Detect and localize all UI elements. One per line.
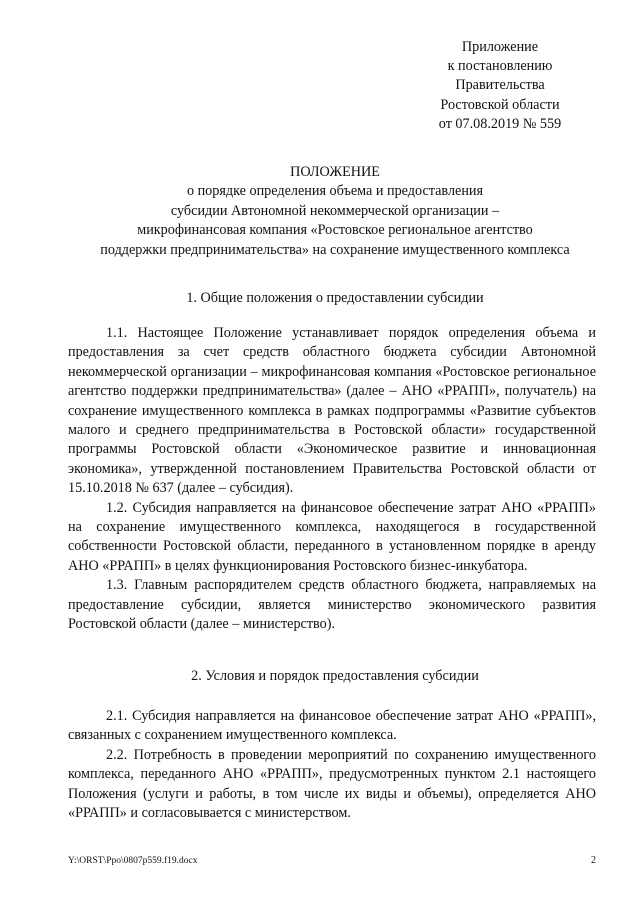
section-2-body bbox=[68, 707, 596, 823]
document-title bbox=[40, 163, 630, 260]
title-line: о порядке определения объема и предоставления bbox=[186, 183, 484, 200]
appendix-line: Приложение bbox=[461, 39, 539, 55]
page-number: 2 bbox=[591, 855, 596, 866]
appendix-line: к постановлению bbox=[447, 58, 553, 75]
appendix-line: Правительства bbox=[455, 77, 545, 94]
paragraph-1-2: 1.2. Субсидия направляется на финансовое обеспечение затрат АНО «РРАПП» на сохранение имущественного комплекса, находящегося в государственной собственности Ростовской области, переданного в установленном порядке в аренду АНО «РРАПП» в целях функционирования Ростовского бизнес-инкубатора. bbox=[68, 499, 596, 574]
appendix-block bbox=[420, 38, 580, 134]
title-line: поддержки предпринимательства» на сохранение имущественного комплекса bbox=[100, 241, 570, 258]
appendix-line: от 07.08.2019 № 559 bbox=[438, 115, 562, 132]
section-2-heading: 2. Условия и порядок предоставления субсидии bbox=[191, 668, 479, 684]
paragraph-2-1: 2.1. Субсидия направляется на финансовое обеспечение затрат АНО «РРАПП», связанных с сохранением имущественного комплекса. bbox=[68, 708, 596, 744]
paragraph-1-3: 1.3. Главным распорядителем средств областного бюджета, направляемых на предоставление субсидии, является министерство экономического развития Ростовской области (далее – министерство). bbox=[68, 577, 596, 633]
footer-file-path: Y:\ORST\Ppo\0807p559.f19.docx bbox=[68, 856, 198, 866]
section-1-body bbox=[68, 324, 596, 635]
paragraph-1-1: 1.1. Настоящее Положение устанавливает порядок определения объема и предоставления за счет средств областного бюджета субсидии Автономной некоммерческой организации – микрофинансовая компания «Ростовское региональное агентство поддержки предпринимательства» (далее – АНО «РРАПП», получатель) на сохранение имущественного комплекса в рамках подпрограммы «Развитие субъектов малого и среднего предпринимательства в Ростовской области» государственной программы Ростовской области «Экономическое развитие и инновационная экономика», утвержденной постановлением Правительства Ростовской области от 15.10.2018 № 637 (далее – субсидия). bbox=[68, 325, 596, 497]
title-heading: ПОЛОЖЕНИЕ bbox=[290, 164, 380, 180]
appendix-line: Ростовской области bbox=[440, 96, 560, 113]
paragraph-2-2: 2.2. Потребность в проведении мероприятий по сохранению имущественного комплекса, переданного АНО «РРАПП», предусмотренных пунктом 2.1 настоящего Положения (услуги и работы, в том числе их виды и объемы), определяется АНО «РРАПП» и согласовывается с министерством. bbox=[68, 746, 596, 822]
title-line: субсидии Автономной некоммерческой организации – bbox=[170, 202, 500, 219]
title-line: микрофинансовая компания «Ростовское региональное агентство bbox=[137, 222, 533, 239]
section-1-heading: 1. Общие положения о предоставлении субсидии bbox=[186, 290, 484, 306]
